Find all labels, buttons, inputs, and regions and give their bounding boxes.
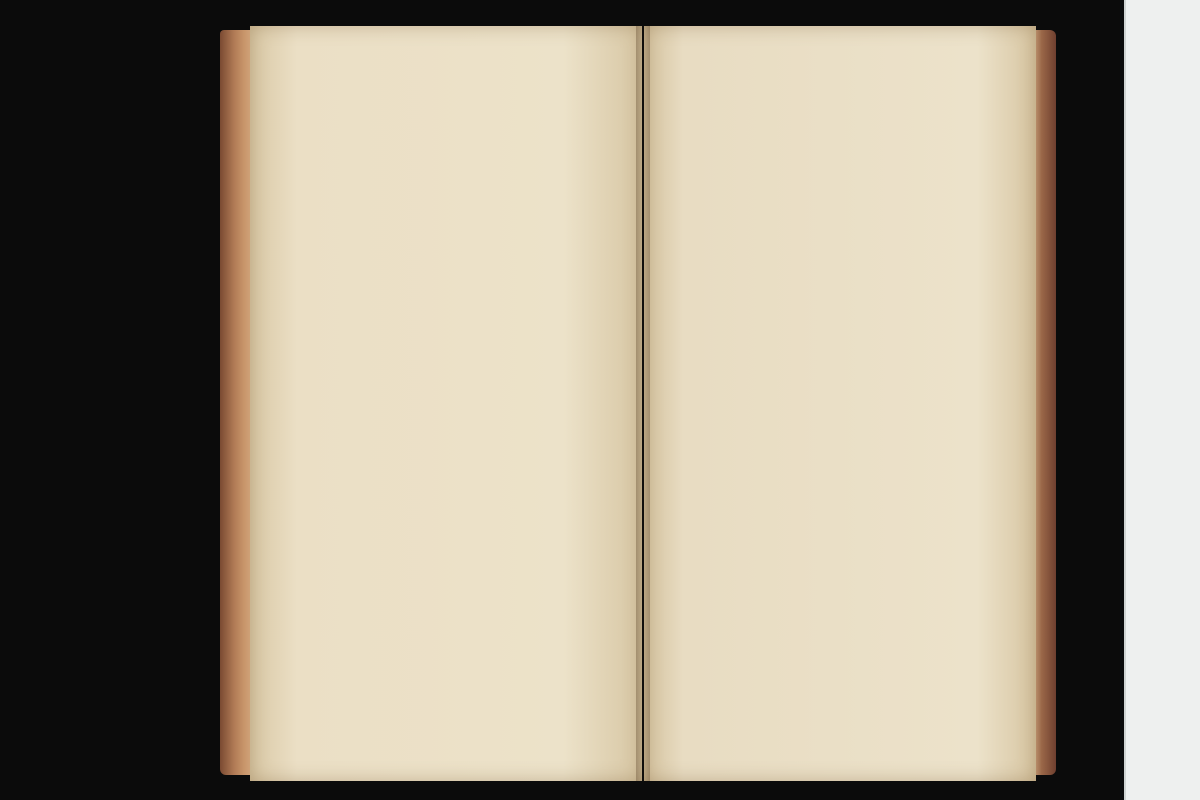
- left-page: [250, 26, 642, 781]
- right-page: [644, 26, 1036, 781]
- measuring-ruler: [1124, 0, 1200, 800]
- book-gutter: [636, 26, 650, 781]
